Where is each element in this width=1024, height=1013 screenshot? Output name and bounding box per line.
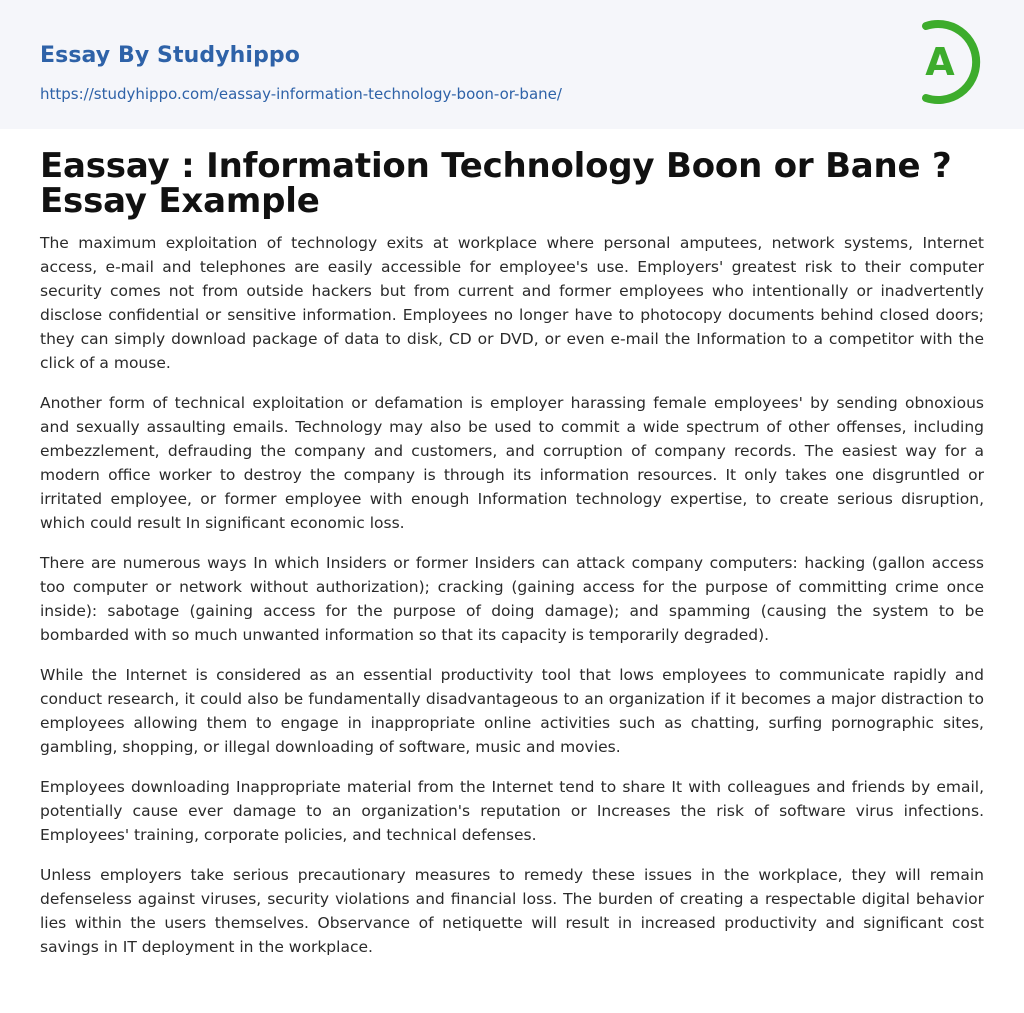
brand-title[interactable]: Essay By Studyhippo <box>40 43 300 68</box>
paragraph-5: Employees downloading Inappropriate material from the Internet tend to share It with colleagues and friends by email, potentially cause ever damage to an organization's reputation or Increases the risk of software virus infections. Employees' training, corporate policies, and technical defenses. <box>40 778 984 844</box>
studyhippo-logo-icon[interactable] <box>912 18 988 106</box>
page-title: Eassay : Information Technology Boon or Bane ? Essay Example <box>40 146 952 221</box>
paragraph-6: Unless employers take serious precautionary measures to remedy these issues in the workplace, they will remain defenseless against viruses, security violations and financial loss. The burden of creating a respectable digital behavior lies within the users themselves. Observance of netiquette will result in increased productivity and significant cost savings in IT deployment in the workplace. <box>40 866 984 956</box>
paragraph-2: Another form of technical exploitation or defamation is employer harassing female employees' by sending obnoxious and sexually assaulting emails. Technology may also be used to commit a wide spectrum of other offenses, including embezzlement, defrauding the company and customers, and corruption of company records. The easiest way for a modern office worker to destroy the company is through its information resources. It only takes one disgruntled or irritated employee, or former employee with enough Information technology expertise, to create serious disruption, which could result In significant economic loss. <box>40 394 984 532</box>
source-url-link[interactable]: https://studyhippo.com/eassay-information-technology-boon-or-bane/ <box>40 85 562 103</box>
site-header <box>0 0 1024 129</box>
paragraph-1: The maximum exploitation of technology exits at workplace where personal amputees, network systems, Internet access, e-mail and telephones are easily accessible for employee's use. Employers' greatest risk to their computer security comes not from outside hackers but from current and former employees who intentionally or inadvertently disclose confidential or sensitive information. Employees no longer have to photocopy documents behind closed doors; they can simply download package of data to disk, CD or DVD, or even e-mail the Information to a competitor with the click of a mouse. <box>40 234 984 372</box>
paragraph-3: There are numerous ways In which Insiders or former Insiders can attack company computers: hacking (gallon access too computer or network without authorization); cracking (gaining access for the purpose of committing crime once inside): sabotage (gaining access for the purpose of doing damage); and spamming (causing the system to be bombarded with so much unwanted information so that its capacity is temporarily degraded). <box>40 554 984 644</box>
paragraph-4: While the Internet is considered as an essential productivity tool that lows employees to communicate rapidly and conduct research, it could also be fundamentally disadvantageous to an organization if it becomes a major distraction to employees allowing them to engage in inappropriate online activities such as chatting, surfing pornographic sites, gambling, shopping, or illegal downloading of software, music and movies. <box>40 666 984 756</box>
article-body <box>0 146 1024 959</box>
logo-letter: A <box>925 40 955 84</box>
